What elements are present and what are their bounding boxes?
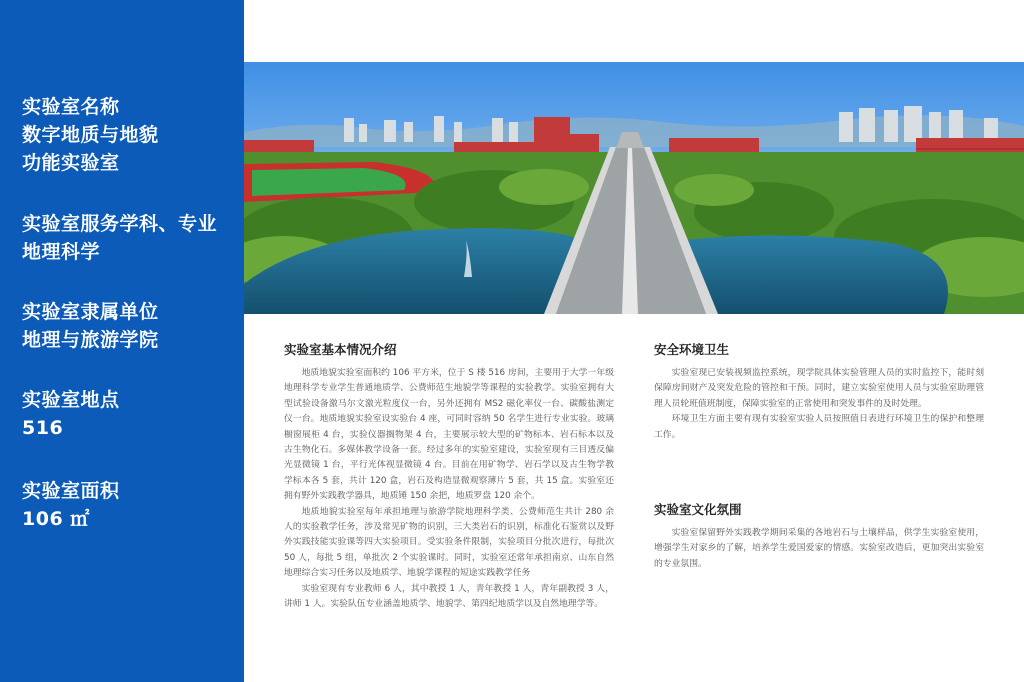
unit-label: 实验室隶属单位 [22, 301, 159, 323]
lab-name-label: 实验室名称 [22, 96, 120, 118]
intro-paragraph-1: 地质地貌实验室面积约 106 平方米，位于 S 楼 516 房间，主要用于大学一年级地理科学专业学生普通地质学、公费师范生地貌学等课程的实验教学。实验室拥有大型试验设备激马尔文激光粒度仪一台，另外还拥有 MS2 磁化率仪一台、碳酸盐测定仪一台。地质地貌实验室设实验台 4 座，可同时容纳 50 名学生进行专业实验。玻璃橱窗展柜 4 台，实验仪器搁物架 4 台，主要展示较大型的矿物标本、岩石标本以及古生物化石。多媒体教学设备一套。经过多年的实验室建设，实验室现有三目透反偏光显微镜 1 台，平行光体视显微镜 4 台。目前在用矿物学、岩石学以及古生物学教学标本各 5 套，共计 120 盒，岩石及构造显微观察薄片 5 套，共 15 盒。实验室还拥有野外实践教学器具，地质锤 150 余把，地质罗盘 120 余个。 [284, 368, 614, 502]
culture-title: 实验室文化氛围 [654, 502, 742, 517]
location-value: 516 [22, 417, 64, 439]
sidebar [0, 0, 244, 682]
discipline-value: 地理科学 [22, 241, 101, 263]
safety-paragraph-1: 实验室现已安装视频监控系统，现学院具体实验管理人员的实时监控下，能时刻保障房间财产及突发危险的管控和干预。同时，建立实验室使用人员与实验室助理管理人员轮班值班制度，保障实验室的正常使用和突发事件的及时处理。 [654, 368, 984, 409]
area-label: 实验室面积 [22, 480, 120, 502]
safety-section [654, 340, 984, 443]
culture-section [654, 500, 984, 572]
area-group [22, 477, 237, 533]
safety-title: 安全环境卫生 [654, 342, 730, 357]
culture-paragraph-1: 实验室保留野外实践教学期间采集的各地岩石与土壤样品，供学生实验室使用，增强学生对家乡的了解，培养学生爱国爱家的情感。实验室改造后，更加突出实验室的专业氛围。 [654, 528, 984, 569]
lab-name-group [22, 93, 237, 177]
location-label: 实验室地点 [22, 389, 120, 411]
area-value: 106 ㎡ [22, 508, 90, 530]
location-group [22, 386, 237, 442]
discipline-group [22, 210, 237, 266]
campus-aerial-photo [244, 62, 1024, 314]
intro-section [284, 340, 614, 613]
lab-name-line2: 功能实验室 [22, 152, 120, 174]
unit-group [22, 298, 237, 354]
unit-value: 地理与旅游学院 [22, 329, 159, 351]
lab-name-line1: 数字地质与地貌 [22, 124, 159, 146]
intro-paragraph-3: 实验室现有专业教师 6 人，其中教授 1 人，青年教授 1 人，青年副教授 3 人，讲师 1 人。实验队伍专业涵盖地质学、地貌学、第四纪地质学以及自然地理学等。 [284, 583, 614, 610]
safety-paragraph-2: 环境卫生方面主要有现有实验室实验人员按照值日表进行环境卫生的保护和整理工作。 [654, 414, 984, 440]
discipline-label: 实验室服务学科、专业 [22, 213, 218, 235]
intro-paragraph-2: 地质地貌实验室每年承担地理与旅游学院地理科学类、公费师范生共计 280 余人的实验教学任务，涉及常见矿物的识别，三大类岩石的识别，标准化石鉴赏以及野外实践技能实验课等四大实验项目。受实验条件限制，实验项目分批次进行，每批次 50 人，每批 5 组，单批次 2 个实验课时。同时，实验室还常年承担南京、山东自然地理综合实习任务以及地质学、地貌学课程的短途实践教学任务 [284, 506, 614, 579]
intro-title: 实验室基本情况介绍 [284, 342, 397, 357]
